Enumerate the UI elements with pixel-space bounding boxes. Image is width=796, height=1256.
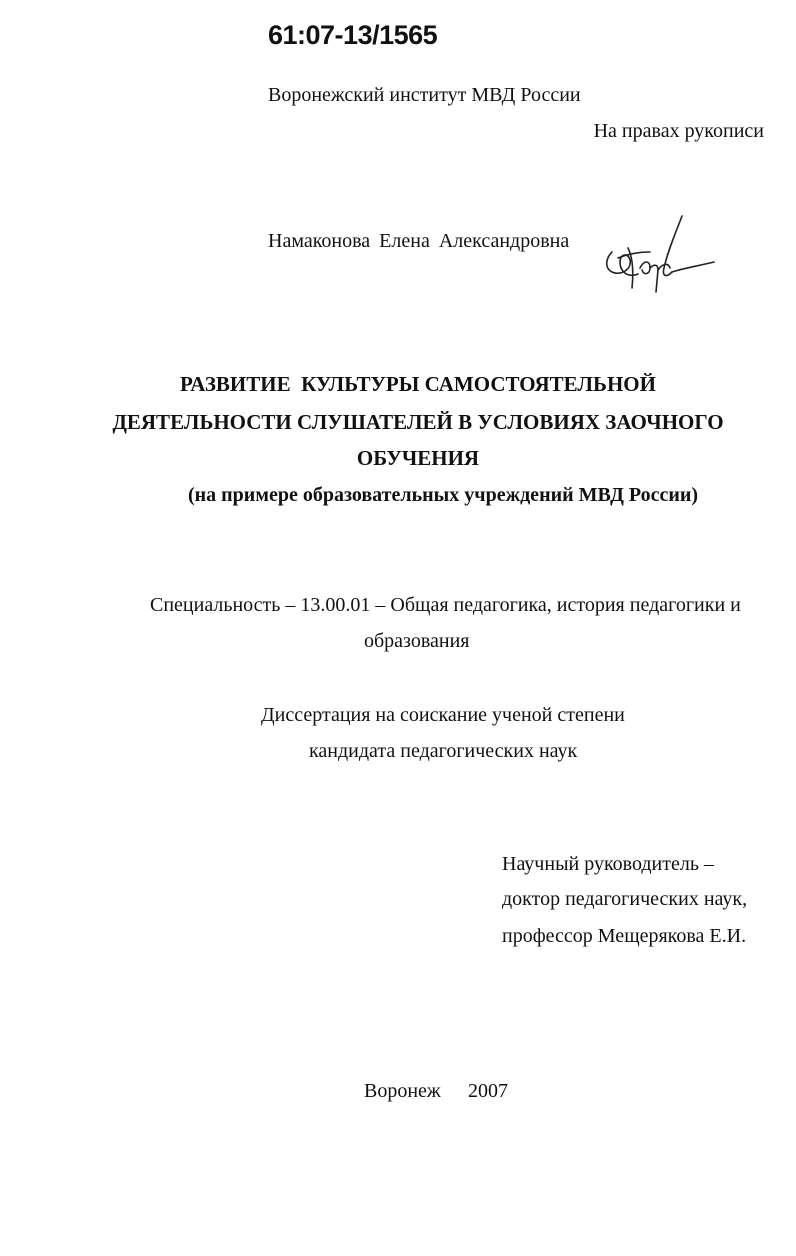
- institute-name: Воронежский институт МВД России: [268, 84, 581, 106]
- title-line-1: РАЗВИТИЕ КУЛЬТУРЫ САМОСТОЯТЕЛЬНОЙ: [180, 372, 656, 396]
- supervisor-line-3: профессор Мещерякова Е.И.: [502, 925, 747, 947]
- title-subtitle: (на примере образовательных учреждений МВД России): [187, 484, 699, 506]
- catalog-number: 61:07-13/1565: [268, 20, 438, 50]
- specialty-line-1: Специальность – 13.00.01 – Общая педагогика, история педагогики и: [150, 594, 741, 616]
- dissertation-line-1: Диссертация на соискание ученой степени: [261, 704, 625, 726]
- rights-note: На правах рукописи: [593, 120, 764, 142]
- author-name: Намаконова Елена Александровна: [268, 230, 570, 252]
- title-line-3: ОБУЧЕНИЯ: [356, 446, 480, 470]
- footer-city: Воронеж: [364, 1080, 441, 1102]
- footer-year: 2007: [468, 1080, 508, 1102]
- signature-icon: [598, 212, 718, 298]
- dissertation-line-2: кандидата педагогических наук: [309, 740, 578, 762]
- supervisor-line-1: Научный руководитель –: [502, 853, 714, 875]
- supervisor-line-2: доктор педагогических наук,: [502, 888, 748, 910]
- specialty-line-2: образования: [364, 630, 470, 652]
- title-line-2: ДЕЯТЕЛЬНОСТИ СЛУШАТЕЛЕЙ В УСЛОВИЯХ ЗАОЧНОГО: [112, 410, 724, 434]
